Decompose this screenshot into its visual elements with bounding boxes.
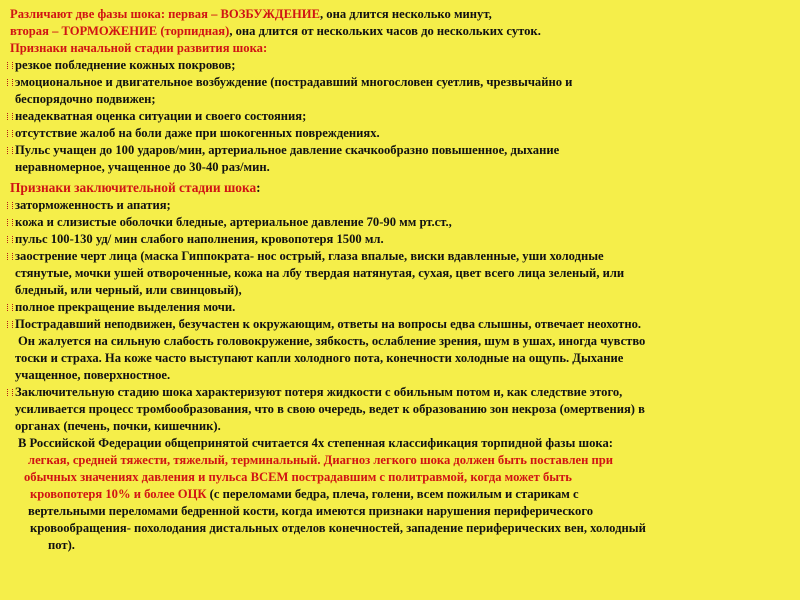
initial-sign-1: резкое побледнение кожных покровов;	[6, 57, 790, 74]
classification-line-3: обычных значениях давления и пульса ВСЕМ пострадавшим с политравмой, когда может быть	[24, 470, 572, 484]
initial-sign-2-cont: беспорядочно подвижен;	[15, 92, 156, 106]
classification-line-1: В Российской Федерации общепринятой считается 4х степенная классификация торпидной фазы шока:	[18, 436, 613, 450]
intro-line-2-red: вторая – ТОРМОЖЕНИЕ (торпидная)	[10, 24, 230, 38]
final-sign-6-cont-1: Он жалуется на сильную слабость головокружение, зябкость, ослабление зрения, шум в ушах, иногда чувство	[18, 334, 646, 348]
final-stage-heading-colon: :	[256, 180, 261, 195]
initial-sign-4: отсутствие жалоб на боли даже при шокогенных повреждениях.	[6, 125, 790, 142]
final-stage-heading	[6, 179, 790, 196]
intro-line-1-red: Различают две фазы шока: первая – ВОЗБУЖДЕНИЕ	[10, 7, 320, 21]
final-stage-heading-text: Признаки заключительной стадии шока	[10, 180, 257, 195]
final-sign-7: Заключительную стадию шока характеризуют потеря жидкости с обильным потом и, как следствие этого,	[6, 384, 790, 401]
classification-line-4-red: кровопотеря 10% и более ОЦК	[30, 487, 207, 501]
intro-line-1	[6, 6, 790, 23]
classification-line-5: вертельными переломами бедренной кости, когда имеются признаки нарушения периферического	[28, 504, 594, 518]
final-sign-7-cont-2: органах (печень, почки, кишечник).	[15, 419, 221, 433]
final-sign-1: заторможенность и апатия;	[6, 197, 790, 214]
intro-line-2-rest: , она длится от нескольких часов до нескольких суток.	[229, 24, 541, 38]
intro-line-1-rest: , она длится несколько минут,	[320, 7, 492, 21]
final-sign-7-cont-1: усиливается процесс тромбообразования, что в свою очередь, ведет к образованию зон некроза (омертвения) в	[15, 402, 645, 416]
final-sign-5: полное прекращение выделения мочи.	[6, 299, 790, 316]
classification-line-6: кровообращения- похолодания дистальных отделов конечностей, западение периферических вен, холодный	[30, 521, 646, 535]
initial-sign-2: эмоциональное и двигательное возбуждение (пострадавший многословен суетлив, чрезвычайно и	[6, 74, 790, 91]
classification-line-4	[6, 486, 790, 503]
initial-sign-3: неадекватная оценка ситуации и своего состояния;	[6, 108, 790, 125]
final-sign-6: Пострадавший неподвижен, безучастен к окружающим, ответы на вопросы едва слышны, отвечает неохотно.	[6, 316, 790, 333]
final-sign-3: пульс 100-130 уд/ мин слабого наполнения, кровопотеря 1500 мл.	[6, 231, 790, 248]
final-sign-4: заострение черт лица (маска Гиппократа- нос острый, глаза впалые, виски вдавленные, уши холодные	[6, 248, 790, 265]
initial-sign-5: Пульс учащен до 100 ударов/мин, артериальное давление скачкообразно повышенное, дыхание	[6, 142, 790, 159]
final-sign-6-cont-3: учащенное, поверхностное.	[15, 368, 171, 382]
initial-stage-heading: Признаки начальной стадии развития шока:	[10, 41, 268, 55]
final-sign-2: кожа и слизистые оболочки бледные, артериальное давление 70-90 мм рт.ст.,	[6, 214, 790, 231]
final-sign-4-cont-1: стянутые, мочки ушей отвороченные, кожа на лбу твердая натянутая, сухая, цвет всего лица зеленый, или	[15, 266, 625, 280]
classification-line-4-rest: (с переломами бедра, плеча, голени, всем пожилым и старикам с	[206, 487, 579, 501]
final-sign-4-cont-2: бледный, или черный, или свинцовый),	[15, 283, 242, 297]
final-sign-6-cont-2: тоски и страха. На коже часто выступают капли холодного пота, конечности холодные на ощупь. Дыхание	[15, 351, 624, 365]
classification-line-7: пот).	[48, 538, 75, 552]
initial-sign-5-cont: неравномерное, учащенное до 30-40 раз/мин.	[15, 160, 270, 174]
intro-line-2	[6, 23, 790, 40]
classification-line-2: легкая, средней тяжести, тяжелый, терминальный. Диагноз легкого шока должен быть поставлен при	[28, 453, 614, 467]
